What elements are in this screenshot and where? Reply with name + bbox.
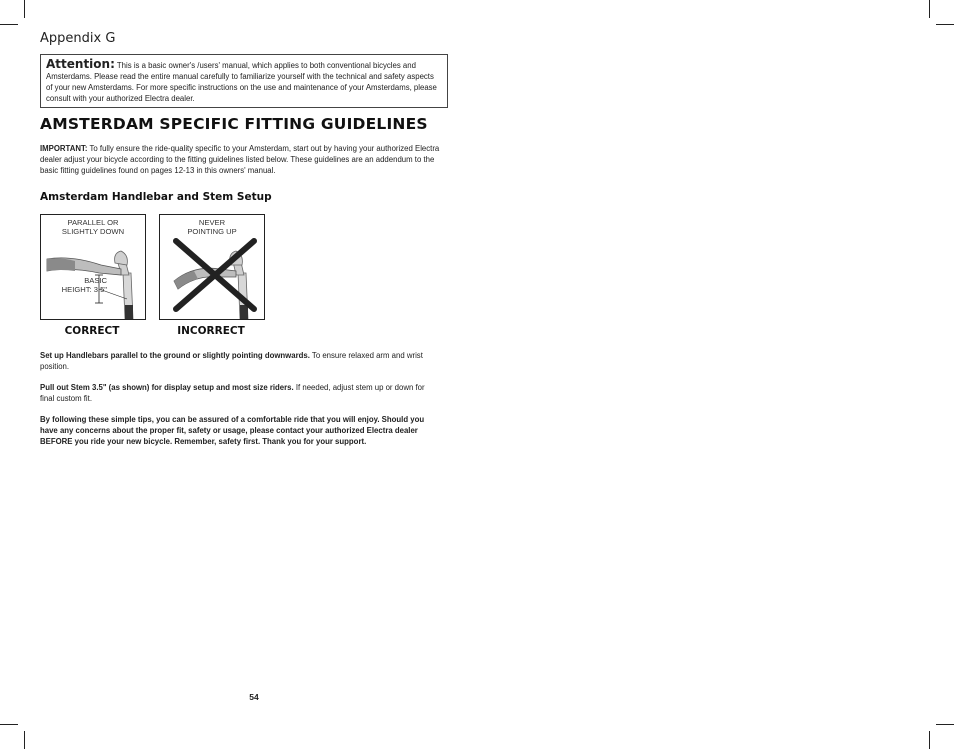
tip-lead: Pull out Stem 3.5" (as shown) for display setup and most size riders. xyxy=(40,383,294,392)
tip-body: If needed, adjust stem up or down for final custom fit. xyxy=(40,383,425,403)
crop-mark xyxy=(929,0,930,18)
incorrect-figure xyxy=(159,214,265,320)
attention-box xyxy=(40,54,448,108)
crop-mark xyxy=(929,731,930,749)
crop-mark xyxy=(24,0,25,18)
correct-caption: PARALLEL OR SLIGHTLY DOWN xyxy=(61,218,125,236)
crop-mark xyxy=(936,724,954,725)
attention-title: Attention: xyxy=(46,57,115,71)
tip-body: To ensure relaxed arm and wrist position. xyxy=(40,351,423,371)
page-title: AMSTERDAM SPECIFIC FITTING GUIDELINES xyxy=(40,115,428,133)
correct-figure xyxy=(40,214,146,320)
page-number: 54 xyxy=(249,692,259,702)
important-lead: IMPORTANT: xyxy=(40,144,88,153)
tip-lead: Set up Handlebars parallel to the ground or slightly pointing downwards. xyxy=(40,351,310,360)
appendix-heading: Appendix G xyxy=(40,31,116,46)
section-title: Amsterdam Handlebar and Stem Setup xyxy=(40,191,272,203)
basic-height-label: BASIC HEIGHT: 3.5" xyxy=(61,276,107,294)
tip-handlebars xyxy=(40,350,440,372)
crop-mark xyxy=(936,24,954,25)
crop-mark xyxy=(24,731,25,749)
incorrect-caption: NEVER POINTING UP xyxy=(187,218,237,236)
important-paragraph xyxy=(40,143,440,176)
closing-paragraph: By following these simple tips, you can be assured of a comfortable ride that you will enjoy. Should you have any concerns about the proper fit, safety or usage, please contact your authorized Electra dealer BEFORE you ride your new bicycle. Remember, safety first. Thank you for your support. xyxy=(40,415,425,446)
important-body: To fully ensure the ride-quality specific to your Amsterdam, start out by having your authorized Electra dealer adjust your bicycle according to the fitting guidelines listed below. These guidelines are an addendum to the basic fitting guidelines found on pages 12-13 in this owners' manual. xyxy=(40,144,440,175)
crop-mark xyxy=(0,24,18,25)
attention-body: This is a basic owner's /users' manual, which applies to both conventional bicycles and Amsterdams. Please read the entire manual carefully to familiarize yourself with the technical and safety aspects of your new Amsterdams. For more specific instructions on the use and maintenance of your Amsterdams, please consult with your authorized Electra dealer. xyxy=(46,61,437,103)
incorrect-label: INCORRECT xyxy=(177,325,245,337)
correct-label: CORRECT xyxy=(64,325,120,337)
tip-stem xyxy=(40,382,440,404)
crop-mark xyxy=(0,724,18,725)
